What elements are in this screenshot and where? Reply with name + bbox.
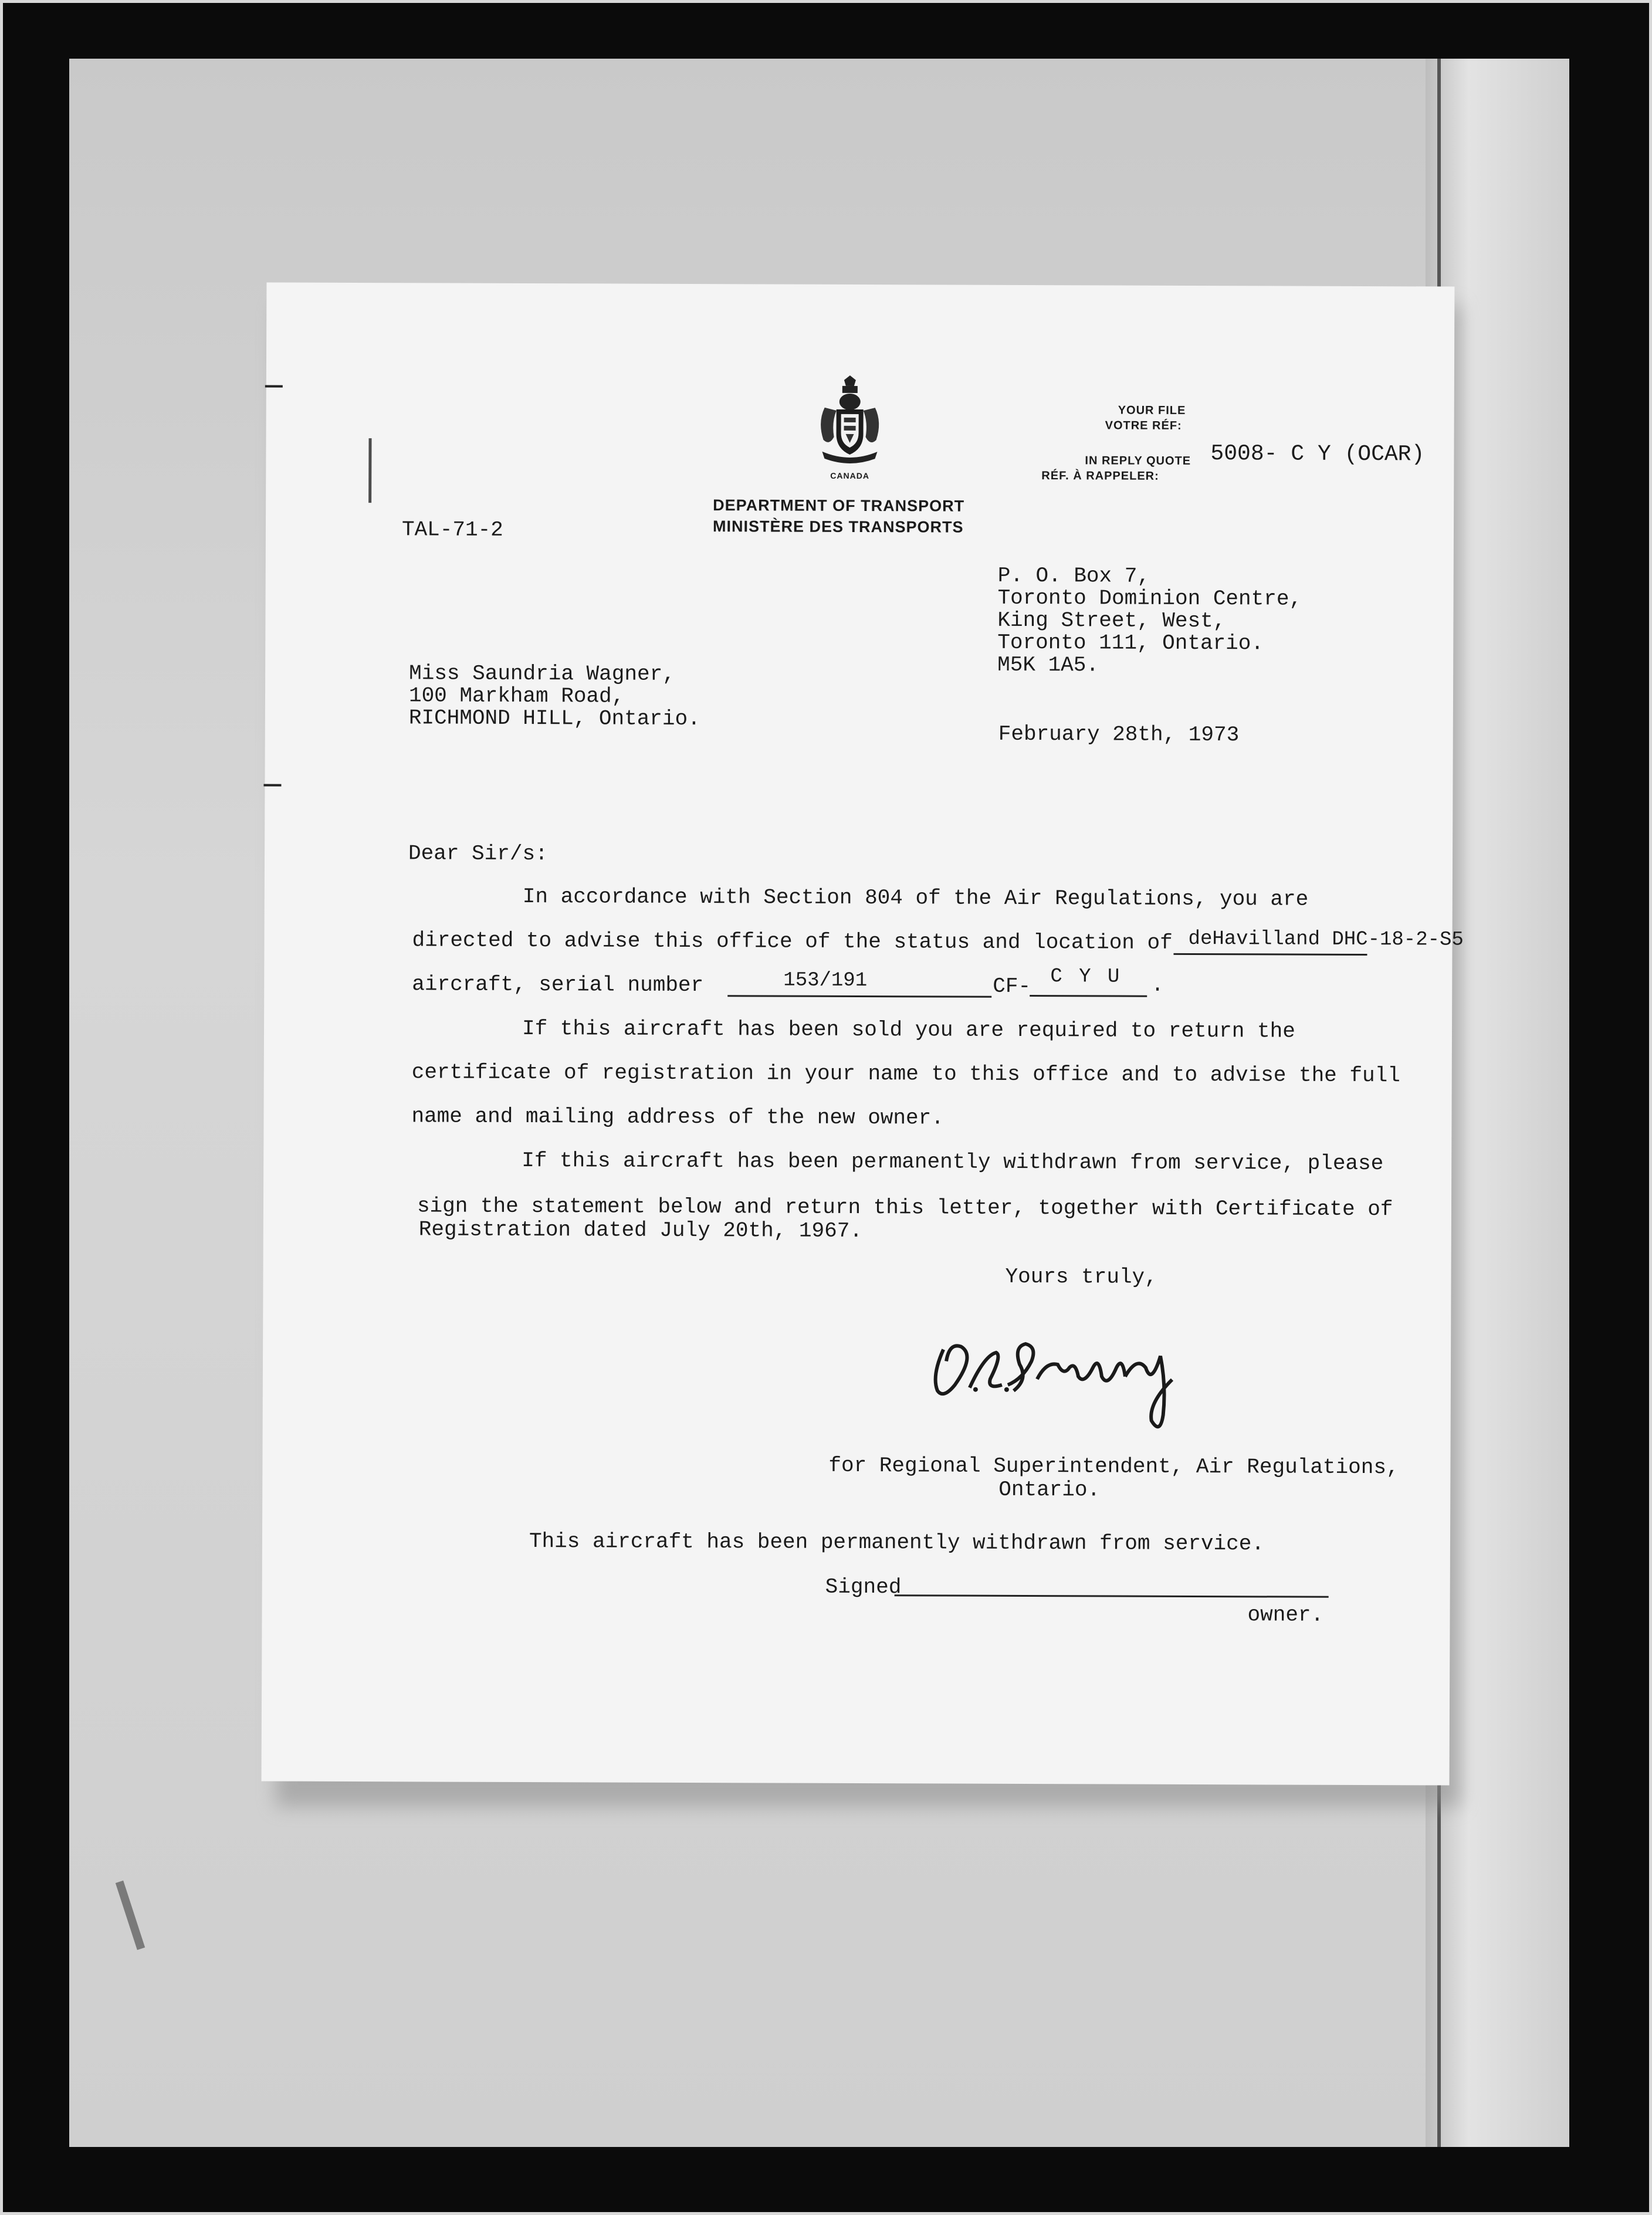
sender-address-line-4: Toronto 111, Ontario. — [997, 630, 1264, 656]
dept-name-fr: MINISTÈRE DES TRANSPORTS — [712, 517, 964, 536]
body-p2-line-1: If this aircraft has been sold you are required to return the — [522, 1017, 1295, 1044]
your-file-label-fr: VOTRE RÉF: — [1105, 419, 1182, 432]
body-p1-line-2: directed to advise this office of the status and location of — [412, 928, 1173, 955]
aircraft-type-value: deHavilland DHC-18-2-S5 — [1188, 927, 1464, 951]
country-label: CANADA — [830, 470, 870, 481]
signed-label: Signed — [825, 1574, 902, 1600]
recipient-address-line-1: Miss Saundria Wagner, — [409, 661, 675, 686]
salutation: Dear Sir/s: — [408, 841, 548, 866]
registration-value: C Y U — [1050, 966, 1122, 988]
closing: Yours truly, — [1005, 1264, 1157, 1289]
body-p1-line-3: aircraft, serial number — [412, 972, 704, 998]
body-p3-line-3: Registration dated July 20th, 1967. — [418, 1217, 863, 1244]
sender-address-line-2: Toronto Dominion Centre, — [997, 585, 1302, 611]
sender-address-line-3: King Street, West, — [997, 608, 1226, 634]
sender-address-line-1: P. O. Box 7, — [997, 563, 1150, 588]
body-p2-line-2: certificate of registration in your name to this office and to advise the full — [411, 1060, 1400, 1088]
cf-label: CF- — [993, 974, 1031, 999]
serial-number-value: 153/191 — [783, 969, 868, 993]
margin-mark-mid — [263, 784, 281, 786]
aircraft-type-underline — [1173, 953, 1367, 956]
registration-period: . — [1151, 973, 1164, 997]
coat-of-arms-icon — [811, 375, 888, 469]
body-p1-line-1: In accordance with Section 804 of the Air Regulations, you are — [522, 885, 1309, 912]
margin-mark-top — [265, 385, 283, 387]
signatory-line-1: for Regional Superintendent, Air Regulations, — [828, 1453, 1399, 1480]
reply-quote-label-fr: RÉF. À RAPPELER: — [1041, 469, 1159, 483]
reply-quote-label-en: IN REPLY QUOTE — [1085, 454, 1191, 468]
recipient-address-line-2: 100 Markham Road, — [408, 683, 625, 709]
owner-label: owner. — [1247, 1603, 1324, 1627]
recipient-address-line-3: RICHMOND HILL, Ontario. — [408, 706, 700, 731]
file-reference: TAL-71-2 — [401, 517, 503, 542]
registration-underline — [1030, 995, 1147, 997]
handwritten-signature — [920, 1320, 1249, 1438]
signature-line[interactable] — [895, 1594, 1329, 1598]
letter-page — [262, 282, 1464, 1785]
withdrawal-statement: This aircraft has been permanently withdrawn from service. — [529, 1529, 1265, 1556]
serial-number-underline — [727, 995, 991, 998]
body-p3-line-2: sign the statement below and return this letter, together with Certificate of — [417, 1194, 1393, 1222]
margin-mark-dots — [368, 438, 371, 503]
reply-quote-value: 5008- C Y (OCAR) — [1210, 441, 1425, 468]
signatory-line-2: Ontario. — [998, 1477, 1101, 1502]
dept-name-en: DEPARTMENT OF TRANSPORT — [713, 496, 965, 515]
body-p2-line-3: name and mailing address of the new owner. — [411, 1104, 944, 1130]
sender-address-line-5: M5K 1A5. — [997, 652, 1099, 678]
your-file-label-en: YOUR FILE — [1118, 404, 1186, 417]
body-p3-line-1: If this aircraft has been permanently withdrawn from service, please — [522, 1149, 1384, 1176]
letter-date: February 28th, 1973 — [998, 722, 1240, 747]
